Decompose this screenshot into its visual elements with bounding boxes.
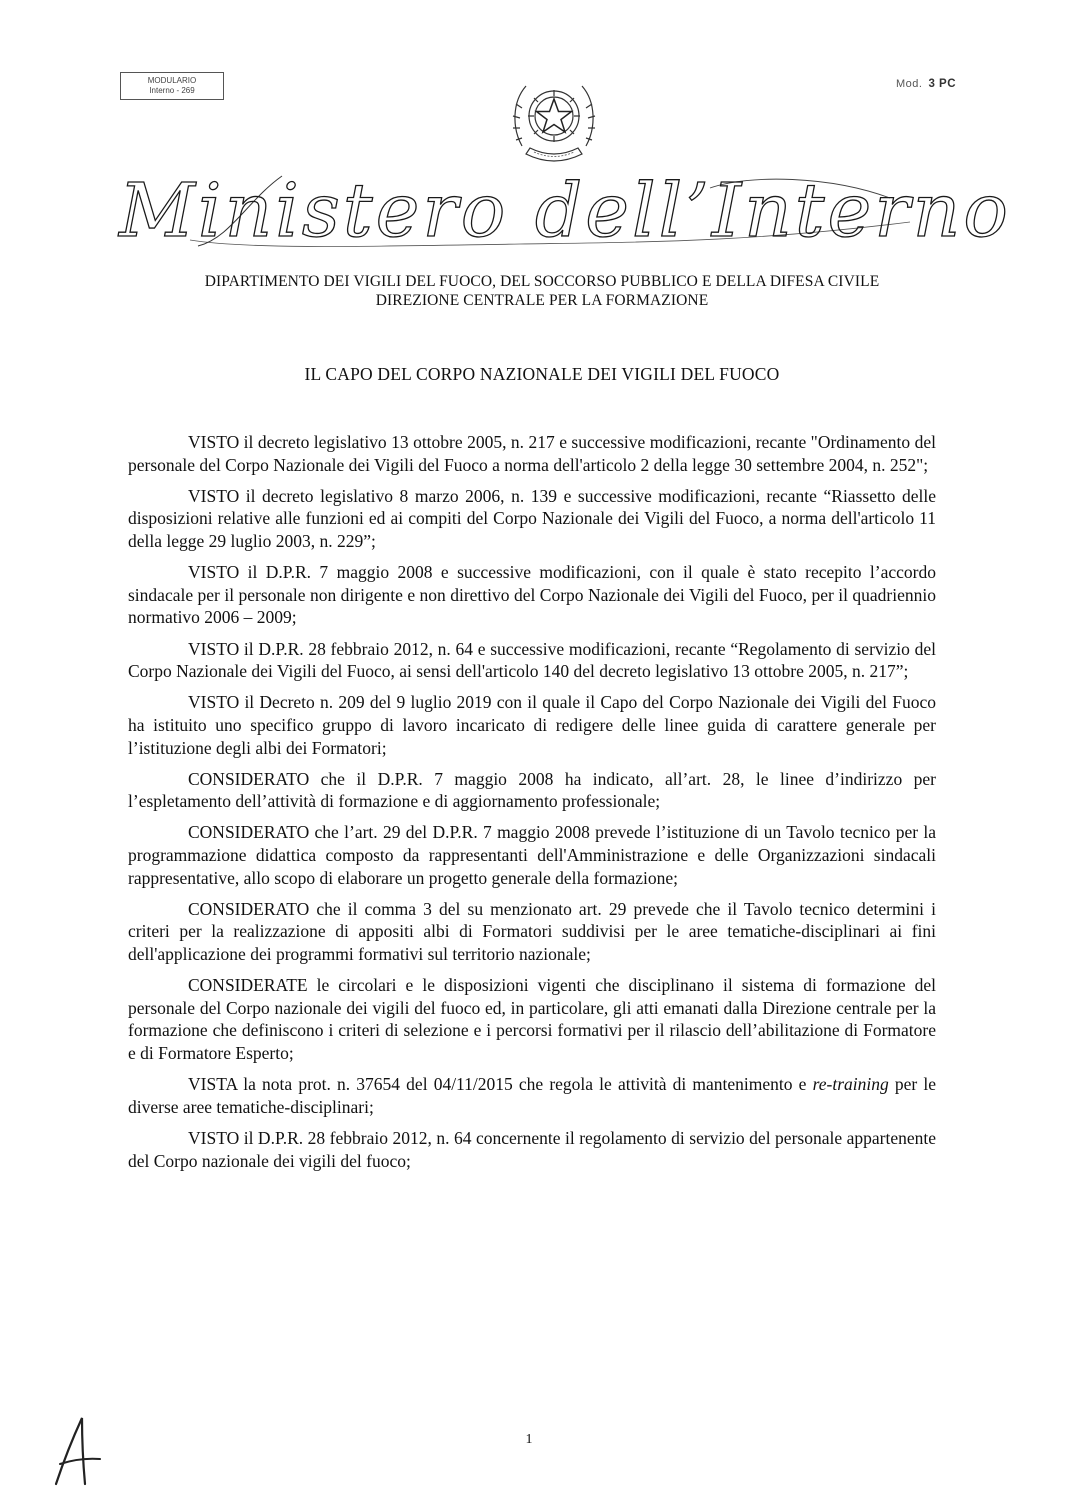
form-code-prefix: Mod. — [896, 78, 923, 90]
preamble-paragraph: VISTO il Decreto n. 209 del 9 luglio 2019 con il quale il Capo del Corpo Nazionale dei Vigili del Fuoco ha istituito uno specifico gruppo di lavoro incaricato di redigere delle linee guida di carattere generale per l’istituzione degli albi dei Formatori; — [128, 692, 936, 758]
form-code — [896, 78, 956, 90]
modulario-stamp — [120, 72, 224, 100]
department-line2: DIREZIONE CENTRALE PER LA FORMAZIONE — [375, 292, 709, 309]
modulario-line1: MODULARIO — [147, 76, 197, 85]
handwritten-initial-signature — [52, 1414, 104, 1486]
department-line1: DIPARTIMENTO DEI VIGILI DEL FUOCO, DEL SOCCORSO PUBBLICO E DELLA DIFESA CIVILE — [204, 273, 880, 290]
preamble-paragraph: VISTO il D.P.R. 7 maggio 2008 e successive modificazioni, con il quale è stato recepito l’accordo sindacale per il personale non dirigente e non direttivo del Corpo Nazionale dei Vigili del Fuoco, per il quadriennio normativo 2006 – 2009; — [128, 562, 936, 628]
italian-emblem-icon — [508, 68, 600, 170]
preamble-paragraph: VISTO il D.P.R. 28 febbraio 2012, n. 64 e successive modificazioni, recante “Regolamento di servizio del Corpo Nazionale dei Vigili del Fuoco, ai sensi dell'articolo 140 del decreto legislativo 13 ottobre 2005, n. 217”; — [128, 638, 936, 682]
preamble-paragraph: VISTO il D.P.R. 28 febbraio 2012, n. 64 concernente il regolamento di servizio del personale appartenente del Corpo nazionale dei vigili del fuoco; — [128, 1127, 936, 1171]
preamble-paragraph: CONSIDERATE le circolari e le disposizioni vigenti che disciplinano il sistema di formazione del personale del Corpo nazionale dei vigili del fuoco ed, in particolare, gli atti emanati dalla Direzione centrale per la formazione che definiscono i criteri di selezione e i percorsi formativi per il rilascio dell’abilitazione di Formatore e di Formatore Esperto; — [128, 975, 936, 1063]
preamble-paragraph-nota — [128, 1073, 936, 1118]
page-number: 1 — [525, 1432, 533, 1447]
nota-text-after: per le diverse aree tematiche-disciplinari; — [128, 1074, 936, 1117]
document-title: IL CAPO DEL CORPO NAZIONALE DEI VIGILI DEL FUOCO — [304, 364, 780, 384]
nota-text-italic: re-training — [812, 1074, 889, 1095]
preamble-paragraph: VISTO il decreto legislativo 8 marzo 2006, n. 139 e successive modificazioni, recante “Riassetto delle disposizioni relative alle funzioni ed ai compiti del Corpo Nazionale dei Vigili del Fuoco, a norma dell'articolo 11 della legge 29 luglio 2003, n. 229”; — [128, 485, 936, 551]
form-code-value: 3 PC — [928, 78, 957, 90]
ministry-title-text: Ministero dell’Interno — [119, 168, 1011, 254]
nota-text-before: VISTA la nota prot. n. 37654 del 04/11/2015 che regola le attività di mantenimento e — [188, 1074, 813, 1095]
preamble-paragraph: CONSIDERATO che l’art. 29 del D.P.R. 7 maggio 2008 prevede l’istituzione di un Tavolo tecnico per la programmazione didattica composto da rappresentanti dell'Amministrazione e delle Organizzazioni sindacali rappresentative, allo scopo di elaborare un progetto generale della formazione; — [128, 822, 936, 888]
decree-preamble — [128, 431, 936, 1181]
ministry-title-logotype — [119, 168, 1011, 262]
preamble-paragraph: CONSIDERATO che il comma 3 del su menzionato art. 29 prevede che il Tavolo tecnico determini i criteri per la realizzazione di appositi albi di Formatori suddivisi per le aree tematiche-disciplinari ai fini dell'applicazione dei programmi formativi sul territorio nazionale; — [128, 898, 936, 965]
preamble-paragraph: VISTO il decreto legislativo 13 ottobre 2005, n. 217 e successive modificazioni, recante "Ordinamento del personale del Corpo Nazionale dei Vigili del Fuoco a norma dell'articolo 2 della legge 30 settembre 2004, n. 252"; — [128, 432, 936, 475]
modulario-line2: Interno - 269 — [149, 86, 195, 95]
preamble-paragraph: CONSIDERATO che il D.P.R. 7 maggio 2008 ha indicato, all’art. 28, le linee d’indirizzo per l’espletamento dell’attività di formazione e di aggiornamento professionale; — [128, 768, 936, 812]
department-heading — [0, 272, 1084, 310]
